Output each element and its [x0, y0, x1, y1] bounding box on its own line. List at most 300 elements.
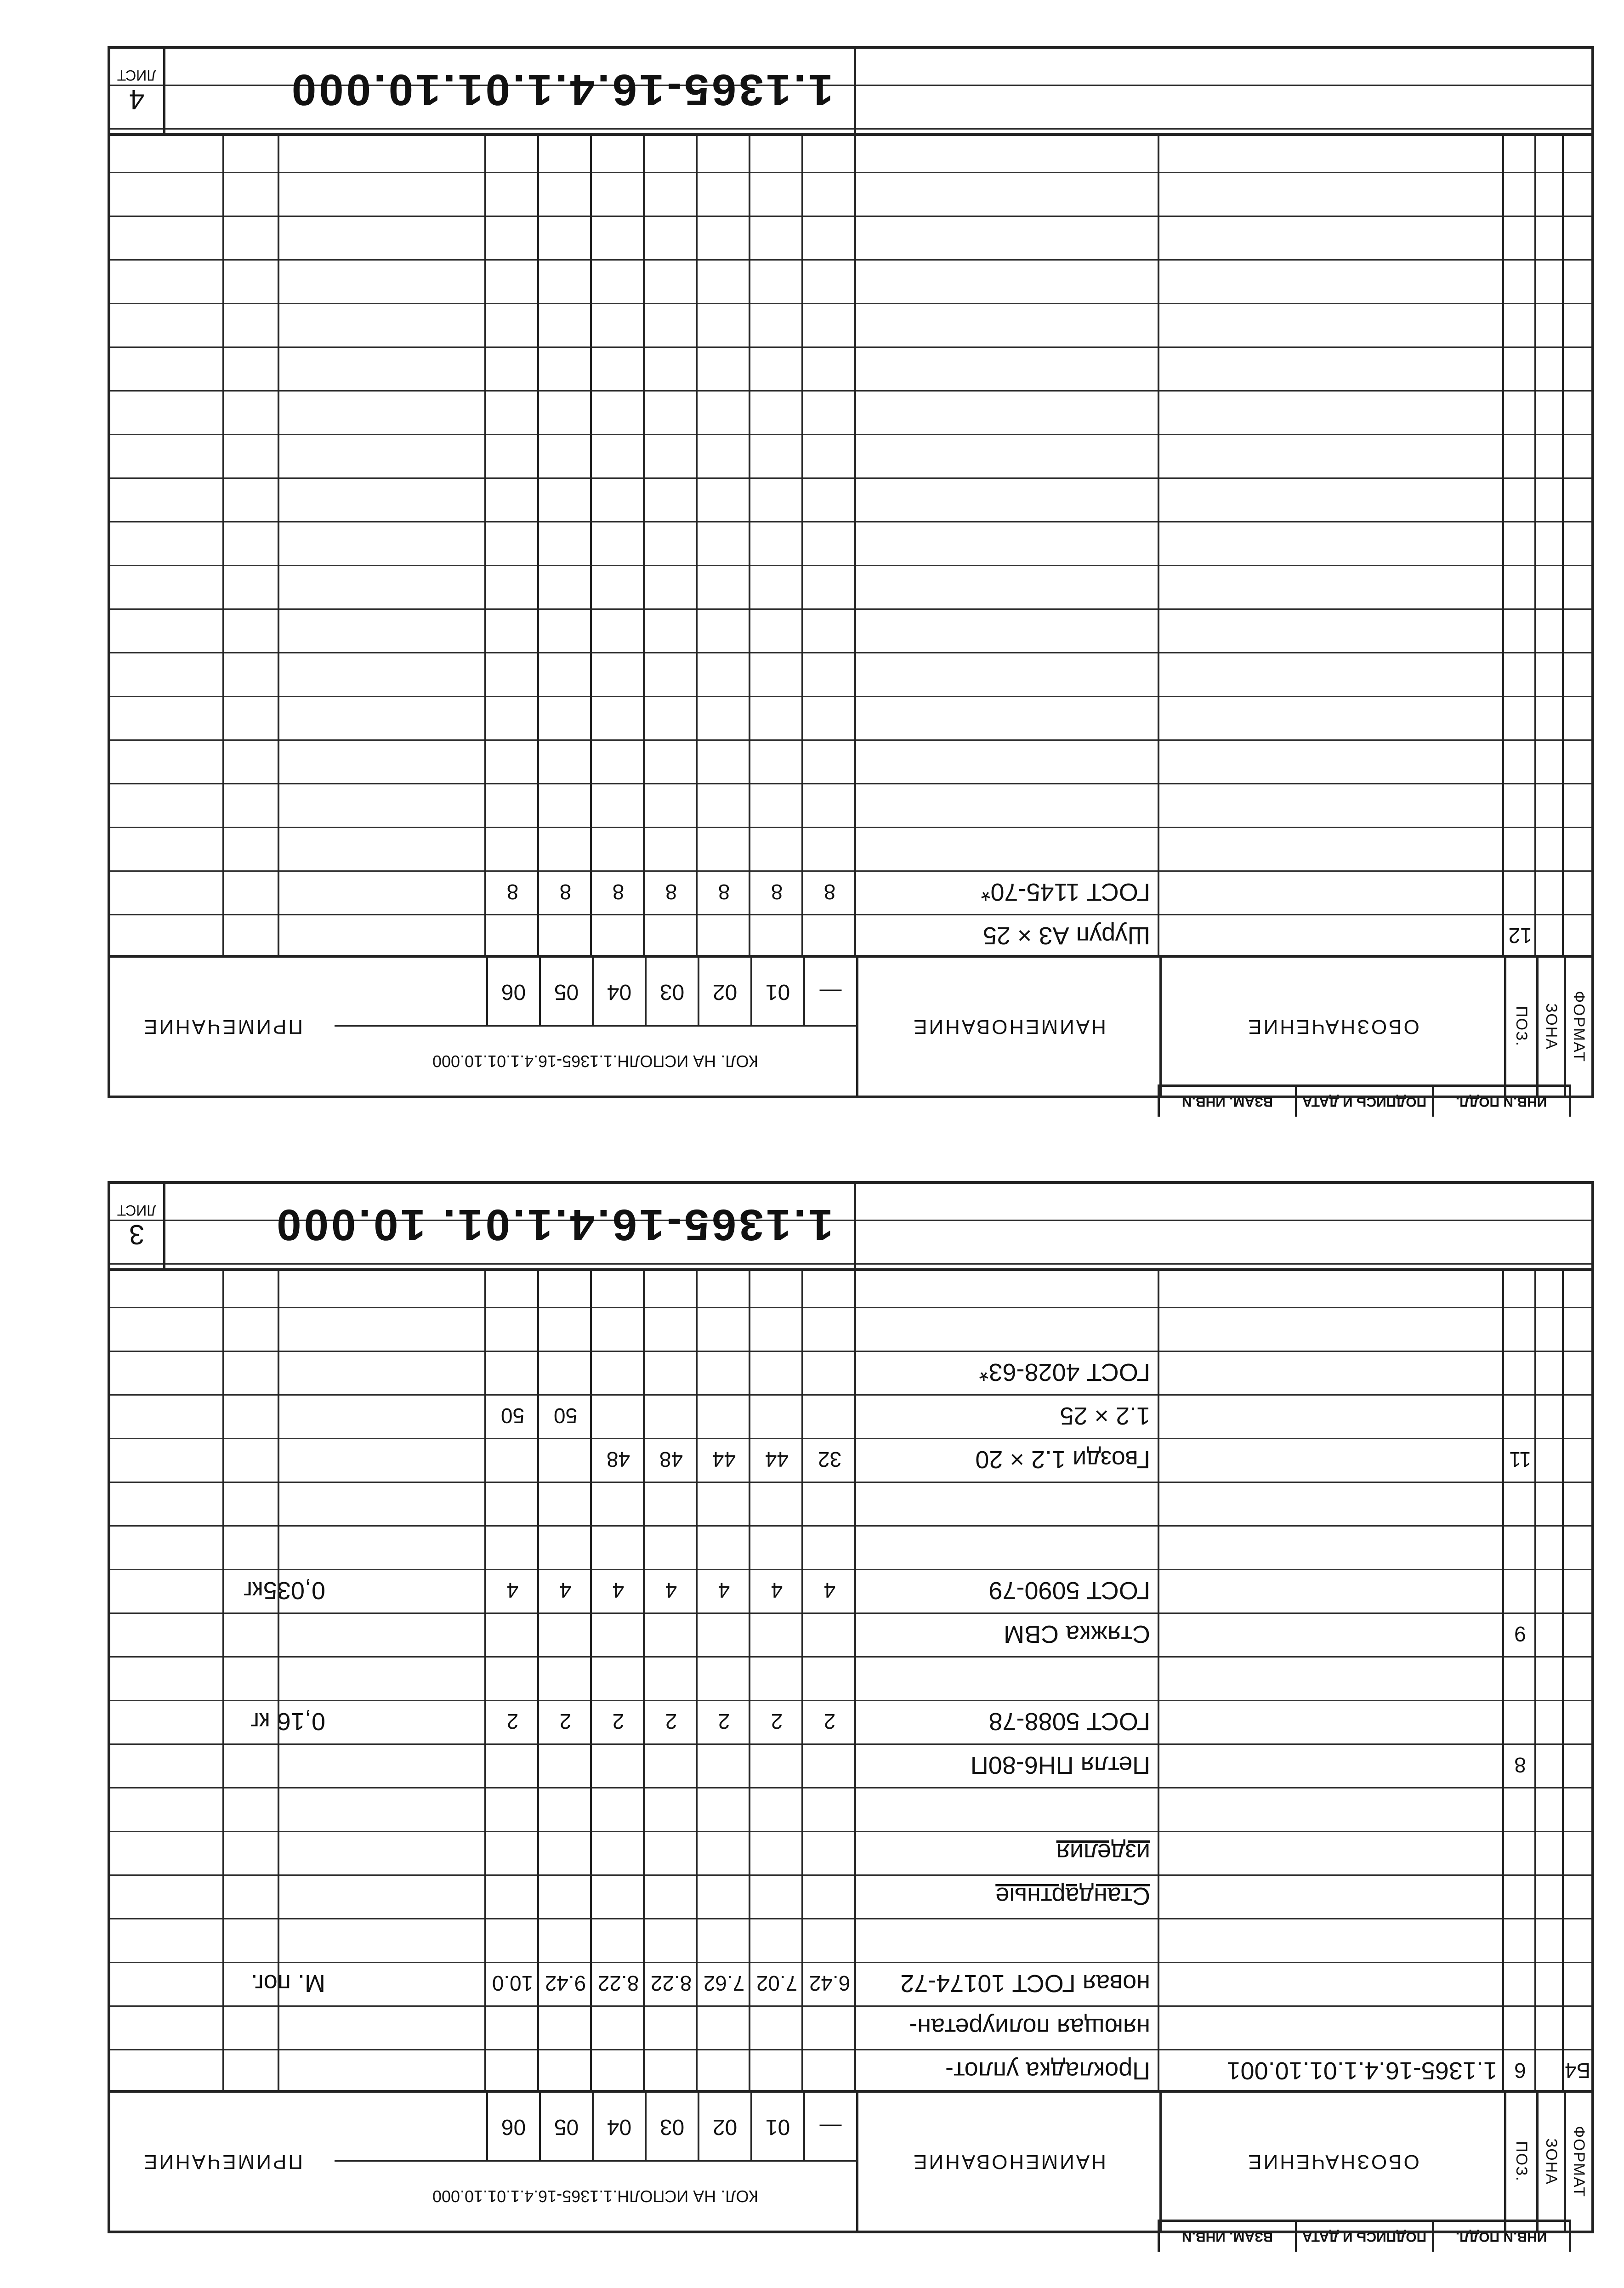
- grid-line: [537, 1271, 539, 2093]
- col-format: ФОРМАТ: [1570, 991, 1588, 1062]
- row-qty-5: 8: [559, 880, 572, 904]
- row-qty-6: [486, 1787, 539, 1831]
- table-row: [110, 2005, 1591, 2049]
- row-qty-2: [698, 1612, 750, 1656]
- row-qty-2: [698, 2005, 750, 2049]
- row-qty-1: 4: [771, 1578, 783, 1603]
- row-qty-1: [750, 914, 803, 958]
- exec-code-5: 05: [539, 2093, 592, 2162]
- row-name: изделия: [1056, 1839, 1150, 1867]
- table-row: [110, 870, 1591, 914]
- row-format: [1564, 1612, 1591, 1656]
- row-qty-6: 10.0: [492, 1971, 534, 1996]
- table-row: [110, 1918, 1591, 1962]
- row-name: [856, 1656, 1150, 1700]
- table-row: [110, 1569, 1591, 1612]
- row-qty-5: 50: [553, 1404, 578, 1428]
- row-qty-0: 8: [823, 880, 836, 904]
- row-qty-3: [645, 1831, 698, 1874]
- row-qty-0: [803, 1918, 856, 1962]
- row-qty-0: [803, 1743, 856, 1787]
- table-row: [110, 1874, 1591, 1918]
- row-qty-2: [698, 1525, 750, 1569]
- row-qty-3: [645, 1482, 698, 1525]
- row-qty-4: [592, 1656, 645, 1700]
- row-pos: 12: [1508, 924, 1532, 948]
- row-designation: [1162, 1482, 1497, 1525]
- row-name: [856, 1918, 1150, 1962]
- row-qty-2: [698, 1656, 750, 1700]
- row-pos: [1504, 1351, 1536, 1394]
- col-qty-header: КОЛ. НА ИСПОЛН.1.1365-16.4.1.01.10.000: [335, 1025, 856, 1096]
- grid-line: [854, 136, 856, 958]
- row-pos: 6: [1514, 2059, 1526, 2083]
- exec-code-1: 01: [750, 958, 803, 1027]
- row-qty-3: [645, 1525, 698, 1569]
- row-qty-3: [645, 1874, 698, 1918]
- grid-line: [696, 136, 698, 958]
- row-pos: [1504, 1525, 1536, 1569]
- row-pos: [1504, 1787, 1536, 1831]
- row-qty-5: [539, 914, 592, 958]
- row-note: [114, 1525, 325, 1569]
- row-note: М. пог.: [250, 1970, 325, 1998]
- row-note: 0,16 кг: [250, 1708, 325, 1736]
- row-format: [1564, 1438, 1591, 1482]
- row-designation: [1162, 1700, 1497, 1743]
- table-row: [110, 172, 1591, 216]
- row-format: [1564, 1656, 1591, 1700]
- row-qty-1: [750, 1482, 803, 1525]
- exec-code-2: 02: [698, 958, 750, 1027]
- grid-line: [643, 1271, 645, 2093]
- table-row: [110, 652, 1591, 696]
- row-qty-2: [698, 1787, 750, 1831]
- row-name: 1.2 × 25: [1060, 1402, 1150, 1430]
- row-format: [1564, 1787, 1591, 1831]
- grid-line: [278, 136, 279, 958]
- grid-line: [854, 1271, 856, 2093]
- row-pos: [1504, 1656, 1536, 1700]
- row-pos: [1504, 1874, 1536, 1918]
- grid-line: [484, 1271, 486, 2093]
- row-pos: [1504, 1831, 1536, 1874]
- row-note: [114, 2049, 325, 2093]
- row-format: [1564, 870, 1591, 914]
- grid-line: [1158, 136, 1159, 958]
- row-qty-5: [539, 1787, 592, 1831]
- row-name: [856, 1525, 1150, 1569]
- row-qty-4: 4: [612, 1578, 625, 1603]
- row-designation: [1162, 1743, 1497, 1787]
- table-row: [110, 1787, 1591, 1831]
- row-qty-6: [486, 1918, 539, 1962]
- table-row: [110, 216, 1591, 259]
- row-qty-0: [803, 1612, 856, 1656]
- row-qty-5: [539, 1918, 592, 1962]
- col-note: ПРИМЕЧАНИЕ: [142, 1016, 303, 1038]
- row-pos: 9: [1514, 1622, 1526, 1646]
- row-pos: [1504, 1962, 1536, 2005]
- row-qty-5: [539, 2005, 592, 2049]
- row-qty-0: 6.42: [809, 1971, 851, 1996]
- col-note: ПРИМЕЧАНИЕ: [142, 2151, 303, 2173]
- grid-line: [1562, 136, 1564, 958]
- sheet-number-box: [110, 1184, 165, 1268]
- table-row: [110, 565, 1591, 608]
- table-row: [110, 1307, 1591, 1351]
- title-block: [110, 49, 1591, 136]
- row-name: Стяжка СВМ: [1004, 1620, 1150, 1648]
- row-qty-1: [750, 2049, 803, 2093]
- row-qty-2: [698, 1918, 750, 1962]
- grid-line: [749, 136, 750, 958]
- row-designation: [1162, 1831, 1497, 1874]
- row-qty-1: [750, 1831, 803, 1874]
- row-pos: [1504, 1394, 1536, 1438]
- row-qty-4: [592, 914, 645, 958]
- row-designation: [1162, 1351, 1497, 1394]
- table-row: [110, 1482, 1591, 1525]
- row-note: [114, 1874, 325, 1918]
- grid-line: [590, 136, 592, 958]
- row-format: [1564, 1743, 1591, 1787]
- row-qty-4: 2: [612, 1709, 625, 1734]
- table-row: [110, 2049, 1591, 2093]
- row-designation: [1162, 1438, 1497, 1482]
- exec-code-4: 04: [592, 958, 645, 1027]
- row-qty-6: [486, 1438, 539, 1482]
- row-note: [114, 1831, 325, 1874]
- row-qty-6: [486, 2005, 539, 2049]
- row-qty-0: [803, 1394, 856, 1438]
- sheet-label: ЛИСТ: [117, 67, 157, 84]
- table-row: [110, 1525, 1591, 1569]
- row-pos: [1504, 1918, 1536, 1962]
- table-row: [110, 696, 1591, 739]
- row-format: [1564, 1831, 1591, 1874]
- col-designation: ОБОЗНАЧЕНИЕ: [1159, 2093, 1504, 2231]
- row-name: Прокладка уплот-: [945, 2057, 1150, 2085]
- exec-code-6: 06: [486, 958, 539, 1027]
- row-qty-4: [592, 1525, 645, 1569]
- row-name: [856, 1482, 1150, 1525]
- table-row: [110, 739, 1591, 783]
- row-format: [1564, 1962, 1591, 2005]
- row-designation: [1162, 2005, 1497, 2049]
- table-row: [110, 1831, 1591, 1874]
- row-name: ГОСТ 4028-63*: [979, 1358, 1150, 1386]
- row-qty-5: [539, 1831, 592, 1874]
- row-qty-6: [486, 1743, 539, 1787]
- row-pos: 8: [1514, 1753, 1526, 1777]
- table-row: [110, 1656, 1591, 1700]
- row-pos: [1504, 870, 1536, 914]
- row-format: [1564, 1525, 1591, 1569]
- sheet-number: 3: [129, 1219, 145, 1250]
- row-qty-2: [698, 2049, 750, 2093]
- row-qty-3: [645, 914, 698, 958]
- row-qty-4: [592, 1743, 645, 1787]
- row-qty-3: [645, 2005, 698, 2049]
- row-qty-2: 8: [718, 880, 730, 904]
- row-qty-1: 2: [771, 1709, 783, 1734]
- exec-code-3: 03: [645, 2093, 698, 2162]
- row-qty-1: 7.02: [756, 1971, 798, 1996]
- row-qty-4: [592, 1918, 645, 1962]
- row-qty-3: 4: [665, 1578, 677, 1603]
- row-designation: [1162, 1612, 1497, 1656]
- row-qty-1: [750, 1394, 803, 1438]
- exec-code-0: —: [803, 958, 856, 1027]
- row-qty-5: [539, 1482, 592, 1525]
- row-designation: [1162, 1874, 1497, 1918]
- row-qty-6: [486, 1612, 539, 1656]
- grid-line: [1502, 136, 1504, 958]
- row-qty-1: 8: [771, 880, 783, 904]
- row-qty-3: 2: [665, 1709, 677, 1734]
- exec-code-0: —: [803, 2093, 856, 2162]
- row-qty-6: [486, 1351, 539, 1394]
- row-qty-6: 2: [506, 1709, 519, 1734]
- grid-line: [484, 136, 486, 958]
- row-qty-1: [750, 1918, 803, 1962]
- row-qty-2: [698, 1482, 750, 1525]
- row-qty-5: [539, 2049, 592, 2093]
- col-designation: ОБОЗНАЧЕНИЕ: [1159, 958, 1504, 1096]
- row-designation: [1162, 1656, 1497, 1700]
- row-designation: [1162, 1394, 1497, 1438]
- row-note: [114, 1394, 325, 1438]
- row-qty-4: [592, 1394, 645, 1438]
- row-pos: [1504, 1700, 1536, 1743]
- grid-line: [801, 136, 803, 958]
- table-row: [110, 259, 1591, 303]
- row-name: Гвозди 1.2 × 20: [975, 1446, 1150, 1474]
- sheet-number-box: [110, 49, 165, 133]
- row-qty-3: [645, 1394, 698, 1438]
- table-row: [110, 783, 1591, 827]
- row-qty-3: [645, 1743, 698, 1787]
- row-qty-2: [698, 1874, 750, 1918]
- stamp-replace-inv: ВЗАМ. ИНВ.N: [1181, 1094, 1273, 1110]
- row-qty-0: [803, 2049, 856, 2093]
- row-qty-5: 2: [559, 1709, 572, 1734]
- row-qty-2: 44: [712, 1448, 736, 1472]
- exec-code-3: 03: [645, 958, 698, 1027]
- sheet-label: ЛИСТ: [117, 1202, 157, 1219]
- row-qty-1: [750, 1787, 803, 1831]
- exec-code-5: 05: [539, 958, 592, 1027]
- col-pos: ПОЗ.: [1513, 2141, 1530, 2182]
- row-qty-4: 48: [606, 1448, 630, 1472]
- row-qty-6: 50: [500, 1404, 525, 1428]
- row-qty-0: [803, 1656, 856, 1700]
- row-qty-0: [803, 1787, 856, 1831]
- row-qty-6: [486, 1874, 539, 1918]
- grid-line: [1534, 136, 1536, 958]
- row-qty-3: 8: [665, 880, 677, 904]
- col-name: НАИМЕНОВАНИЕ: [856, 958, 1159, 1096]
- row-designation: 1.1365-16.4.1.01.10.001: [1227, 2057, 1497, 2085]
- row-qty-3: [645, 1656, 698, 1700]
- row-qty-2: [698, 1394, 750, 1438]
- row-pos: [1504, 2005, 1536, 2049]
- grid-line: [643, 136, 645, 958]
- row-qty-5: [539, 1438, 592, 1482]
- row-qty-5: [539, 1743, 592, 1787]
- row-designation: [1162, 1918, 1497, 1962]
- row-pos: 11: [1509, 1448, 1531, 1472]
- grid-line: [222, 136, 224, 958]
- table-row: [110, 1743, 1591, 1787]
- row-qty-5: [539, 1525, 592, 1569]
- row-qty-2: [698, 1351, 750, 1394]
- table-row: [110, 1700, 1591, 1743]
- stamp-sign-date: ПОДПИСЬ И ДАТА: [1295, 1087, 1432, 1117]
- row-qty-3: [645, 1787, 698, 1831]
- row-note: [114, 1656, 325, 1700]
- row-qty-1: [750, 1656, 803, 1700]
- row-qty-4: 8.22: [597, 1971, 639, 1996]
- table-row: [110, 1351, 1591, 1394]
- row-name: новая ГОСТ 10174-72: [900, 1970, 1150, 1998]
- row-designation: [1162, 1962, 1497, 2005]
- row-note: 0,035кг: [243, 1577, 325, 1605]
- row-name: Шуруп А3 × 25: [982, 922, 1150, 950]
- row-pos: [1504, 1482, 1536, 1525]
- col-zone: ЗОНА: [1543, 2138, 1560, 2185]
- row-qty-0: [803, 1831, 856, 1874]
- table-row: [110, 1394, 1591, 1438]
- row-qty-5: [539, 1351, 592, 1394]
- sheet-number: 4: [129, 84, 145, 115]
- exec-code-2: 02: [698, 2093, 750, 2162]
- col-name: НАИМЕНОВАНИЕ: [856, 2093, 1159, 2231]
- stamp-inv-orig: ИНВ.N ПОДЛ.: [1432, 1087, 1569, 1117]
- grid-line: [278, 1271, 279, 2093]
- row-qty-0: [803, 2005, 856, 2049]
- specification-sheet-3: [0, 1135, 1624, 2252]
- grid-line: [801, 1271, 803, 2093]
- row-qty-3: [645, 1351, 698, 1394]
- row-format: [1564, 1351, 1591, 1394]
- row-format: [1564, 2005, 1591, 2049]
- row-qty-0: [803, 1351, 856, 1394]
- row-designation: [1162, 1525, 1497, 1569]
- col-pos: ПОЗ.: [1513, 1006, 1530, 1047]
- col-format: ФОРМАТ: [1570, 2126, 1588, 2197]
- row-qty-0: 2: [823, 1709, 836, 1734]
- row-qty-3: [645, 1918, 698, 1962]
- row-qty-3: [645, 1612, 698, 1656]
- table-row: [110, 346, 1591, 390]
- row-qty-3: 48: [659, 1448, 683, 1472]
- document-code: 1.1365-16.4.1.01. 10.000: [274, 1200, 833, 1249]
- row-qty-2: 4: [718, 1578, 730, 1603]
- row-qty-4: [592, 2005, 645, 2049]
- row-designation: [1162, 1569, 1497, 1612]
- table-frame: [108, 1181, 1594, 2233]
- row-qty-3: 8.22: [650, 1971, 692, 1996]
- row-name: ГОСТ 5088-78: [988, 1708, 1150, 1736]
- col-qty-header: КОЛ. НА ИСПОЛН.1.1365-16.4.1.01.10.000: [335, 2160, 856, 2231]
- row-format: Б4: [1565, 2059, 1590, 2083]
- table-row: [110, 521, 1591, 565]
- row-qty-4: [592, 1787, 645, 1831]
- row-note: [114, 1612, 325, 1656]
- row-qty-6: 4: [506, 1578, 519, 1603]
- row-note: [114, 1918, 325, 1962]
- row-note: [114, 1743, 325, 1787]
- row-pos: [1504, 1569, 1536, 1612]
- row-qty-5: [539, 1874, 592, 1918]
- row-name: Петля ПН6-80П: [970, 1751, 1150, 1779]
- row-qty-4: [592, 1351, 645, 1394]
- row-qty-2: 7.62: [703, 1971, 745, 1996]
- row-name: ГОСТ 5090-79: [988, 1577, 1150, 1605]
- row-qty-4: [592, 2049, 645, 2093]
- row-name: Стандартные: [995, 1882, 1150, 1910]
- row-format: [1564, 1482, 1591, 1525]
- table-frame: [108, 46, 1594, 1098]
- specification-sheet-4: [0, 0, 1624, 1117]
- row-qty-2: [698, 1743, 750, 1787]
- grid-line: [749, 1271, 750, 2093]
- row-qty-4: [592, 1482, 645, 1525]
- row-format: [1564, 1569, 1591, 1612]
- table-row: [110, 608, 1591, 652]
- row-qty-2: 2: [718, 1709, 730, 1734]
- row-qty-1: [750, 1351, 803, 1394]
- grid-line: [1562, 1271, 1564, 2093]
- row-qty-6: [486, 1525, 539, 1569]
- row-note: [114, 870, 325, 914]
- document-code: 1.1365-16.4.1.01.10.000: [289, 65, 833, 114]
- row-qty-4: [592, 1831, 645, 1874]
- grid-line: [1534, 1271, 1536, 2093]
- row-qty-6: [486, 1482, 539, 1525]
- row-qty-1: [750, 1874, 803, 1918]
- row-qty-0: [803, 914, 856, 958]
- row-qty-5: 9.42: [545, 1971, 586, 1996]
- row-qty-1: [750, 1612, 803, 1656]
- row-note: [114, 1438, 325, 1482]
- table-row: [110, 1962, 1591, 2005]
- table-row: [110, 390, 1591, 434]
- row-qty-4: 8: [612, 880, 625, 904]
- table-row: [110, 303, 1591, 346]
- row-format: [1564, 1700, 1591, 1743]
- row-qty-2: [698, 914, 750, 958]
- col-zone: ЗОНА: [1543, 1003, 1560, 1050]
- exec-code-1: 01: [750, 2093, 803, 2162]
- row-qty-0: 32: [818, 1448, 842, 1472]
- row-qty-1: [750, 1525, 803, 1569]
- row-note: [114, 1787, 325, 1831]
- stamp-inv-orig: ИНВ.N ПОДЛ.: [1432, 2222, 1569, 2252]
- table-row: [110, 914, 1591, 958]
- exec-code-6: 06: [486, 2093, 539, 2162]
- row-qty-3: [645, 2049, 698, 2093]
- row-note: [114, 1482, 325, 1525]
- grid-line: [1158, 1271, 1159, 2093]
- row-qty-1: 44: [765, 1448, 789, 1472]
- row-qty-0: [803, 1525, 856, 1569]
- grid-line: [537, 136, 539, 958]
- table-row: [110, 827, 1591, 870]
- row-qty-1: [750, 1743, 803, 1787]
